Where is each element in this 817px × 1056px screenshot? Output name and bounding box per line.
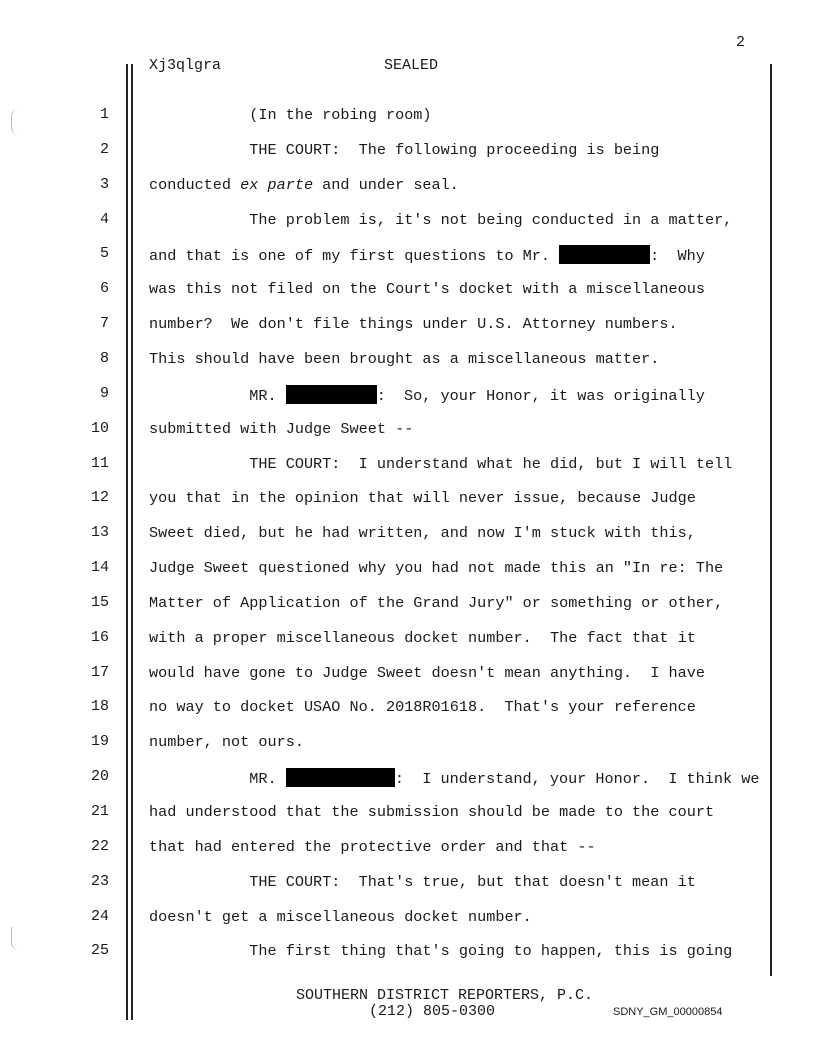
scan-mark — [11, 108, 20, 136]
text-segment: : Why — [650, 247, 705, 266]
line-number: 1 — [99, 106, 109, 123]
line-number: 21 — [90, 803, 109, 820]
line-number: 2 — [99, 140, 109, 158]
transcript-line — [149, 768, 759, 788]
line-number: 23 — [90, 872, 109, 890]
text-segment: THE COURT: That's true, but that doesn't mean it — [149, 872, 696, 891]
text-segment: number, not ours. — [149, 733, 304, 752]
reporter-phone: (212) 805-0300 — [369, 1003, 496, 1020]
text-segment: doesn't get a miscellaneous docket number. — [149, 907, 532, 926]
case-code: Xj3qlgra — [149, 57, 222, 74]
text-segment: number? We don't file things under U.S. Attorney numbers. — [149, 315, 678, 334]
right-margin-rule — [770, 64, 772, 976]
transcript-line — [149, 803, 714, 821]
line-number: 12 — [90, 489, 109, 507]
line-number: 4 — [99, 210, 109, 228]
page-number: 2 — [736, 34, 746, 51]
transcript-line — [149, 489, 696, 507]
text-segment: The first thing that's going to happen, this is going — [149, 942, 733, 961]
bates-number: SDNY_GM_00000854 — [613, 1006, 723, 1018]
transcript-line — [149, 176, 459, 194]
transcript-line — [149, 315, 678, 333]
transcript-line — [149, 629, 696, 647]
scan-mark — [11, 927, 20, 951]
transcript-line — [149, 942, 732, 960]
transcript-line — [149, 141, 659, 159]
text-segment: had understood that the submission should be made to the court — [149, 803, 715, 821]
text-segment: Matter of Application of the Grand Jury" or something or other, — [149, 593, 724, 612]
redaction-bar — [559, 245, 650, 264]
line-number: 14 — [90, 559, 109, 577]
text-segment: : I understand, your Honor. I think we — [394, 770, 760, 789]
text-segment: and that is one of my first questions to Mr. — [149, 247, 560, 266]
sealed-label: SEALED — [384, 57, 439, 74]
line-number: 10 — [90, 419, 109, 437]
text-segment: MR. — [149, 770, 286, 789]
transcript-line — [149, 524, 696, 542]
text-segment: conducted — [149, 175, 241, 194]
text-segment: The problem is, it's not being conducted in a matter, — [149, 210, 733, 229]
line-number: 6 — [99, 280, 109, 298]
text-segment: that had entered the protective order and that -- — [149, 837, 596, 856]
line-number: 13 — [90, 524, 109, 542]
text-segment: MR. — [149, 386, 286, 405]
text-segment: was this not filed on the Court's docket with a miscellaneous — [149, 280, 705, 299]
text-segment: THE COURT: I understand what he did, but I will tell — [149, 454, 733, 473]
text-segment: submitted with Judge Sweet -- — [149, 419, 414, 438]
transcript-line — [149, 733, 304, 751]
text-segment: and under seal. — [313, 175, 459, 194]
line-number: 17 — [90, 663, 109, 681]
transcript-line — [149, 385, 705, 405]
text-segment: no way to docket USAO No. 2018R01618. That's your reference — [149, 698, 696, 717]
redaction-bar — [286, 385, 377, 404]
transcript-line — [149, 420, 413, 438]
transcript-line — [149, 211, 732, 229]
text-segment: THE COURT: The following proceeding is being — [149, 140, 660, 159]
line-number: 8 — [99, 349, 109, 367]
line-number: 20 — [90, 768, 109, 786]
transcript-line — [149, 664, 705, 682]
line-number: 22 — [90, 837, 109, 855]
transcript-line — [149, 350, 659, 368]
transcript-line — [149, 559, 723, 577]
text-segment: with a proper miscellaneous docket number. The fact that it — [149, 628, 696, 647]
transcript-line — [149, 106, 432, 124]
text-segment: (In the robing room) — [149, 106, 432, 124]
line-number: 9 — [99, 384, 109, 402]
text-segment: you that in the opinion that will never issue, because Judge — [149, 489, 696, 508]
line-number: 18 — [90, 698, 109, 716]
transcript-line — [149, 908, 532, 926]
line-number: 24 — [90, 907, 109, 925]
line-number: 5 — [99, 245, 109, 263]
line-number: 25 — [90, 942, 109, 960]
transcript-line — [149, 698, 696, 716]
left-margin-rule-inner — [131, 64, 133, 1020]
redaction-bar — [286, 768, 395, 787]
line-number: 3 — [99, 175, 109, 193]
text-segment: Sweet died, but he had written, and now I'm stuck with this, — [149, 524, 696, 543]
left-margin-rule — [126, 64, 128, 1020]
text-segment: : So, your Honor, it was originally — [376, 386, 705, 405]
text-segment: This should have been brought as a miscellaneous matter. — [149, 349, 660, 368]
transcript-line — [149, 838, 596, 856]
italic-text: ex parte — [240, 175, 314, 194]
transcript-line — [149, 873, 696, 891]
line-number: 15 — [90, 593, 109, 611]
transcript-line — [149, 245, 705, 265]
reporter-name: SOUTHERN DISTRICT REPORTERS, P.C. — [296, 987, 594, 1004]
transcript-line — [149, 455, 732, 473]
transcript-line — [149, 594, 723, 612]
line-number: 19 — [90, 733, 109, 751]
line-number: 16 — [90, 628, 109, 646]
text-segment: would have gone to Judge Sweet doesn't mean anything. I have — [149, 663, 705, 682]
line-number: 7 — [99, 315, 109, 333]
line-number: 11 — [90, 454, 109, 472]
transcript-line — [149, 280, 705, 298]
text-segment: Judge Sweet questioned why you had not made this an "In re: The — [149, 559, 724, 578]
